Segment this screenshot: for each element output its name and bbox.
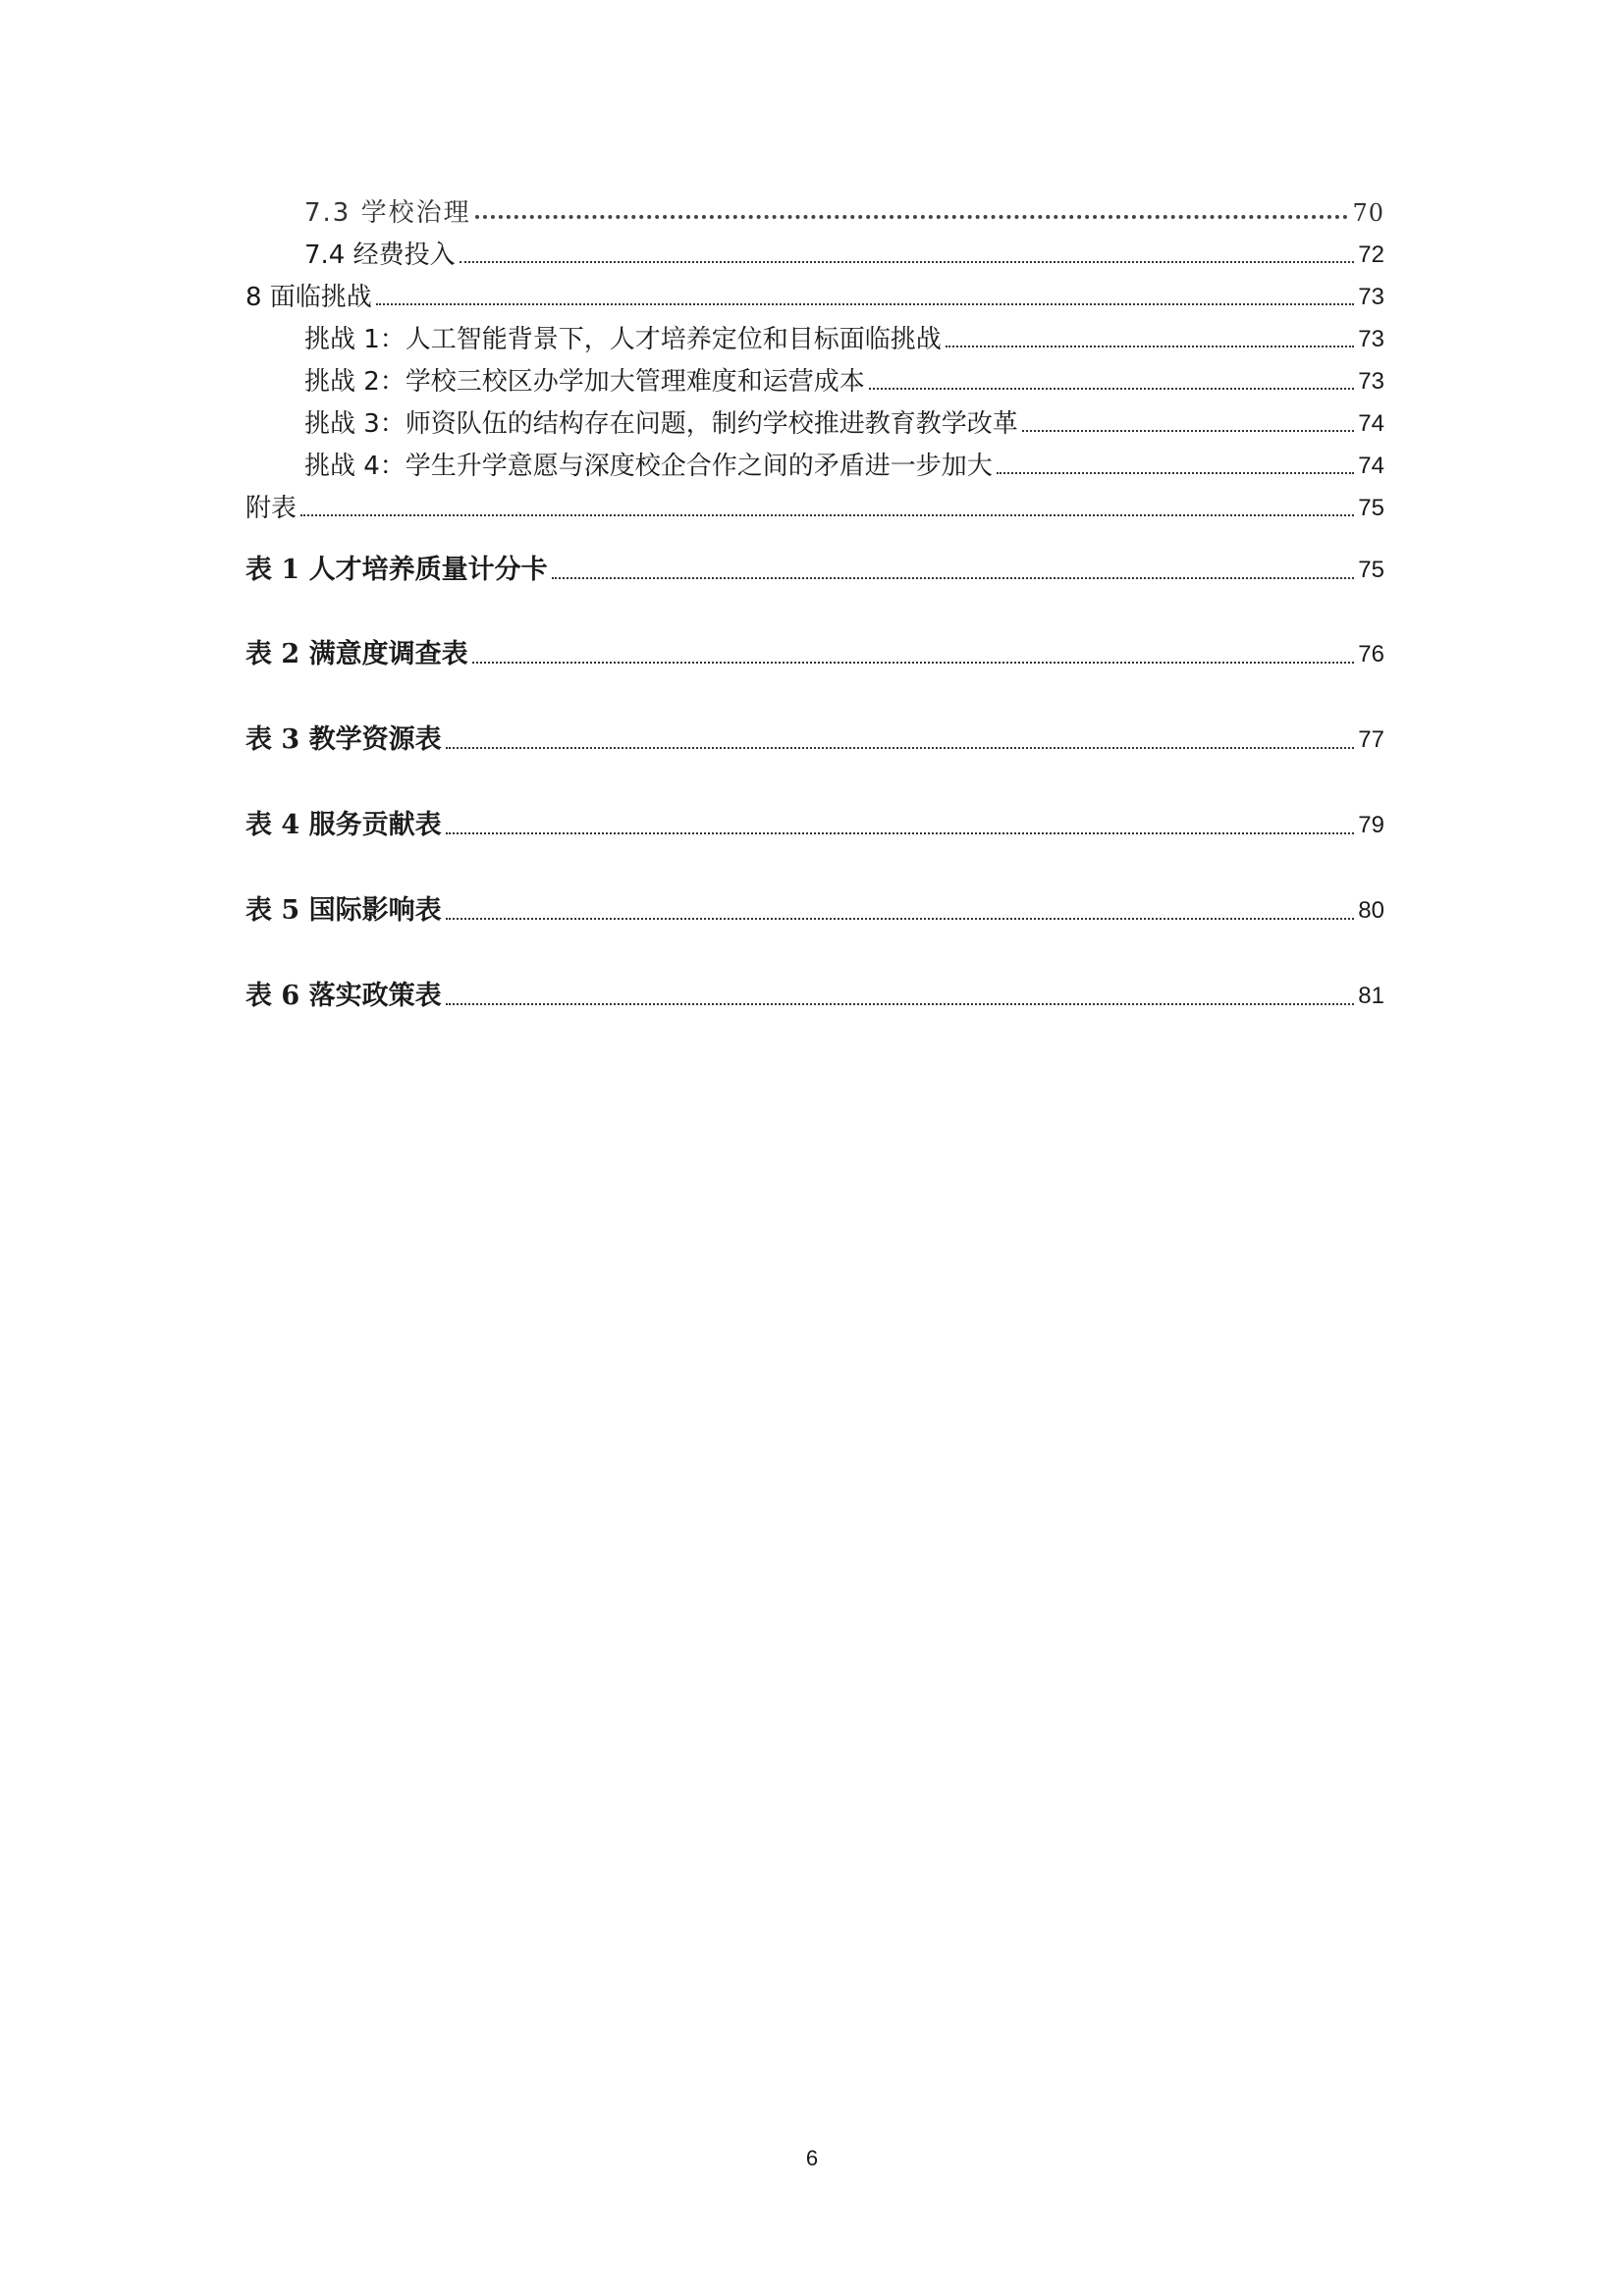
dot-leader [552,577,1355,579]
toc-entry-7-4[interactable] [245,239,1384,272]
toc-entry-title: 表 3 教学资源表 [245,724,442,755]
toc-entry-8[interactable] [245,281,1384,314]
page-number: 6 [805,2146,819,2170]
toc-entry-table-2[interactable] [245,637,1384,672]
toc-entry-title: 7.3 学校治理 [304,198,471,228]
toc-entry-title: 8 面临挑战 [245,283,372,312]
toc-entry-title: 7.4 经费投入 [304,240,456,270]
toc-entry-challenge-2[interactable] [245,365,1384,399]
toc-entry-page: 74 [1358,410,1384,437]
toc-entry-page: 75 [1358,495,1384,521]
toc-entry-page: 81 [1358,983,1384,1009]
toc-entry-title: 挑战 3：师资队伍的结构存在问题，制约学校推进教育教学改革 [304,409,1018,439]
toc-entry-page: 80 [1358,897,1384,924]
dot-leader [946,346,1354,347]
toc-entry-page: 70 [1352,199,1384,227]
toc-entry-title: 表 5 国际影响表 [245,895,442,926]
dot-leader [446,747,1355,749]
toc-entry-page: 73 [1358,368,1384,395]
toc-entry-title: 挑战 4：学生升学意愿与深度校企合作之间的矛盾进一步加大 [304,452,993,481]
toc-entry-title: 挑战 2：学校三校区办学加大管理难度和运营成本 [304,367,865,397]
toc-entry-page: 75 [1358,557,1384,583]
dot-leader [475,215,1349,219]
dot-leader [1022,430,1354,432]
dot-leader [997,472,1354,474]
toc-entry-title: 表 1 人才培养质量计分卡 [245,555,548,585]
toc-entry-page: 79 [1358,812,1384,838]
table-of-contents [245,196,1384,1014]
toc-entry-challenge-4[interactable] [245,450,1384,483]
dot-leader [460,261,1355,263]
dot-leader [472,662,1355,664]
toc-entry-table-6[interactable] [245,979,1384,1014]
toc-entry-7-3[interactable] [245,196,1384,230]
dot-leader [446,832,1355,834]
toc-entry-table-5[interactable] [245,893,1384,929]
toc-entry-page: 72 [1358,241,1384,268]
toc-entry-title: 表 2 满意度调查表 [245,639,468,669]
toc-entry-page: 73 [1358,326,1384,352]
toc-entry-title: 表 4 服务贡献表 [245,810,442,840]
toc-entry-title: 附表 [245,494,298,523]
toc-entry-page: 77 [1358,726,1384,753]
toc-entry-table-1[interactable] [245,553,1384,588]
toc-entry-page: 73 [1358,284,1384,310]
toc-entry-challenge-1[interactable] [245,323,1384,356]
toc-entry-challenge-3[interactable] [245,407,1384,441]
toc-entry-appendix[interactable] [245,492,1384,525]
toc-entry-page: 74 [1358,453,1384,479]
toc-entry-title: 表 6 落实政策表 [245,981,442,1011]
dot-leader [446,1003,1355,1005]
toc-entry-title: 挑战 1：人工智能背景下，人才培养定位和目标面临挑战 [304,325,942,354]
toc-entry-table-4[interactable] [245,808,1384,843]
dot-leader [300,514,1354,516]
toc-entry-table-3[interactable] [245,722,1384,758]
dot-leader [446,918,1355,920]
toc-entry-page: 76 [1358,641,1384,667]
dot-leader [869,388,1354,390]
dot-leader [376,303,1354,305]
